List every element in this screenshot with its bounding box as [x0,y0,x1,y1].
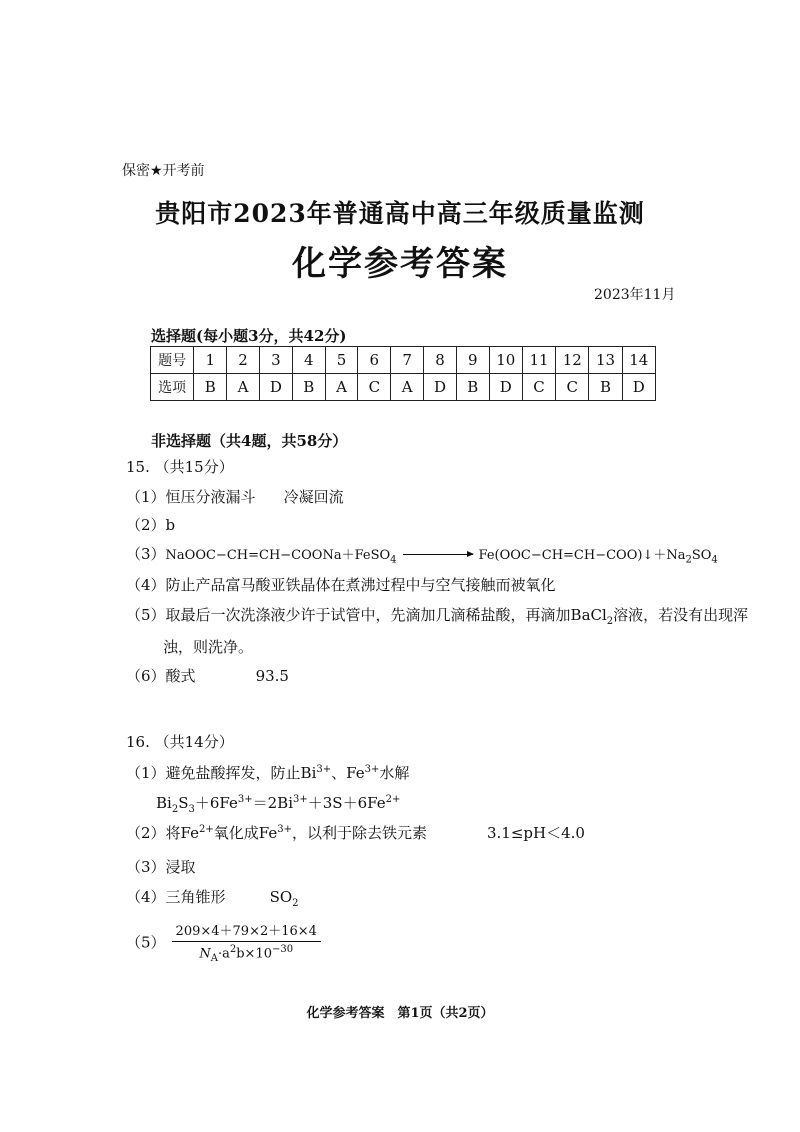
answer-value: 93.5 [255,667,289,685]
answer-text: 防止产品富马酸亚铁晶体在煮沸过程中与空气接触而被氧化 [165,576,556,594]
answer-text: 、Fe [331,764,365,782]
question-number-row [151,347,656,374]
item-label: （5） [126,606,166,624]
q16-equation [156,792,400,815]
answer-cell: C [522,374,555,401]
q16-answer-4 [126,886,299,909]
superscript: 3+ [293,794,308,805]
subscript: A [210,952,218,964]
answer-cell: C [358,374,391,401]
answer-text: b [165,516,176,534]
q16-answer-5 [126,920,321,964]
q15-title: 15. （共15分） [126,458,234,476]
subscript: 4 [711,554,718,566]
answer-text: 避免盐酸挥发，防止Bi [165,764,317,782]
answer-text: 浸取 [165,858,196,876]
answer-cell: C [556,374,589,401]
answer-cell: D [424,374,457,401]
superscript: 3+ [237,794,253,805]
formula-text: b×10 [236,946,272,962]
formula-text: ＋6Fe [194,794,238,812]
item-label: （4） [126,888,166,906]
subscript: 2 [171,804,179,815]
answer-cell: A [227,374,260,401]
answer-cell: B [292,374,325,401]
density-fraction [172,920,321,964]
answer-text: ，以利于除去铁元素 [291,824,427,842]
item-label: （6） [126,667,166,685]
superscript: −30 [272,944,294,955]
superscript: 3+ [316,764,332,775]
answer-cell: D [489,374,522,401]
item-label: （2） [126,516,166,534]
item-label: （1） [126,488,166,506]
answer-text: 将Fe [165,824,200,842]
answer-cell: D [622,374,655,401]
question-number: 3 [259,347,292,374]
subscript: 2 [292,898,299,909]
formula-text: SO [269,888,293,906]
mc-heading: 选择题(每小题3分，共42分) [151,327,347,345]
document-title: 化学参考答案 [292,244,508,284]
date-label: 2023年11月 [594,287,676,303]
answer-cell: D [259,374,292,401]
equation-reactants: NaOOC−CH=CH−COONa＋FeSO [165,548,391,563]
row-label-answer: 选项 [151,374,194,401]
answer-table [150,346,656,401]
answer-text: 水解 [379,764,410,782]
superscript: 2 [229,944,237,955]
question-number: 9 [456,347,489,374]
item-label: （5） [126,933,166,952]
answer-text: 酸式 [165,667,196,685]
subscript: 4 [390,554,397,566]
question-number: 10 [489,347,522,374]
q16-title: 16. （共14分） [126,733,234,751]
ph-range: 3.1≤pH＜4.0 [487,824,585,842]
q15-answer-5 [126,604,748,627]
subscript: 3 [188,804,195,815]
question-number: 8 [424,347,457,374]
answer-cell: A [391,374,424,401]
q15-answer-6 [126,665,289,686]
confidential-label: 保密★开考前 [122,163,205,179]
formula-text: SO [691,548,712,563]
answer-text: 氧化成Fe [213,824,278,842]
item-label: （2） [126,824,166,842]
question-number: 14 [622,347,655,374]
q15-answer-1 [126,486,344,507]
question-number: 11 [522,347,555,374]
q15-answer-4 [126,574,556,595]
formula-text: ＝2Bi [252,794,293,812]
question-number: 6 [358,347,391,374]
avogadro-symbol: N [199,946,211,962]
question-number: 12 [556,347,589,374]
superscript: 2+ [385,794,401,805]
subscript: 2 [685,554,692,566]
reaction-arrow [403,554,473,555]
answer-row [151,374,656,401]
item-label: （3） [126,858,166,876]
q15-answer-5-continued: 浊，则洗净。 [163,638,254,656]
question-number: 7 [391,347,424,374]
non-mc-heading: 非选择题（共4题，共58分） [151,432,348,450]
q16-answer-1 [126,762,409,783]
question-number: 4 [292,347,325,374]
answer-text: 恒压分液漏斗 [165,488,256,506]
answer-cell: A [325,374,358,401]
superscript: 3+ [364,764,380,775]
answer-text: 溶液，若没有出现浑 [613,606,749,624]
formula-text: ·a [217,946,230,962]
answer-text: 冷凝回流 [283,488,344,506]
fraction-numerator: 209×4＋79×2＋16×4 [172,920,321,942]
answer-cell: B [589,374,622,401]
q16-answer-3 [126,856,196,877]
item-label: （1） [126,764,166,782]
formula-text: Bi [156,794,172,812]
subscript: 2 [606,616,614,627]
answer-text: 取最后一次洗涤液少许于试管中，先滴加几滴稀盐酸，再滴加BaCl [165,606,607,624]
q15-answer-2 [126,514,175,535]
answer-cell: B [194,374,227,401]
item-label: （4） [126,576,166,594]
equation-products: Fe(OOC−CH=CH−COO)↓＋Na [478,548,686,563]
item-label: （3） [126,545,166,563]
formula-text: S [178,794,189,812]
page-footer: 化学参考答案 第1页（共2页） [306,1006,494,1021]
answer-text: 三角锥形 [165,888,226,906]
question-number: 1 [194,347,227,374]
superscript: 3+ [277,824,292,835]
q16-answer-2 [126,822,585,843]
question-number: 13 [589,347,622,374]
question-number: 5 [325,347,358,374]
exam-title: 贵阳市2023年普通高中高三年级质量监测 [155,199,645,228]
question-number: 2 [227,347,260,374]
row-label-number: 题号 [151,347,194,374]
answer-cell: B [456,374,489,401]
superscript: 2+ [199,824,214,835]
q15-answer-3 [126,543,718,566]
fraction-denominator [172,942,321,964]
formula-text: ＋3S＋6Fe [307,794,386,812]
